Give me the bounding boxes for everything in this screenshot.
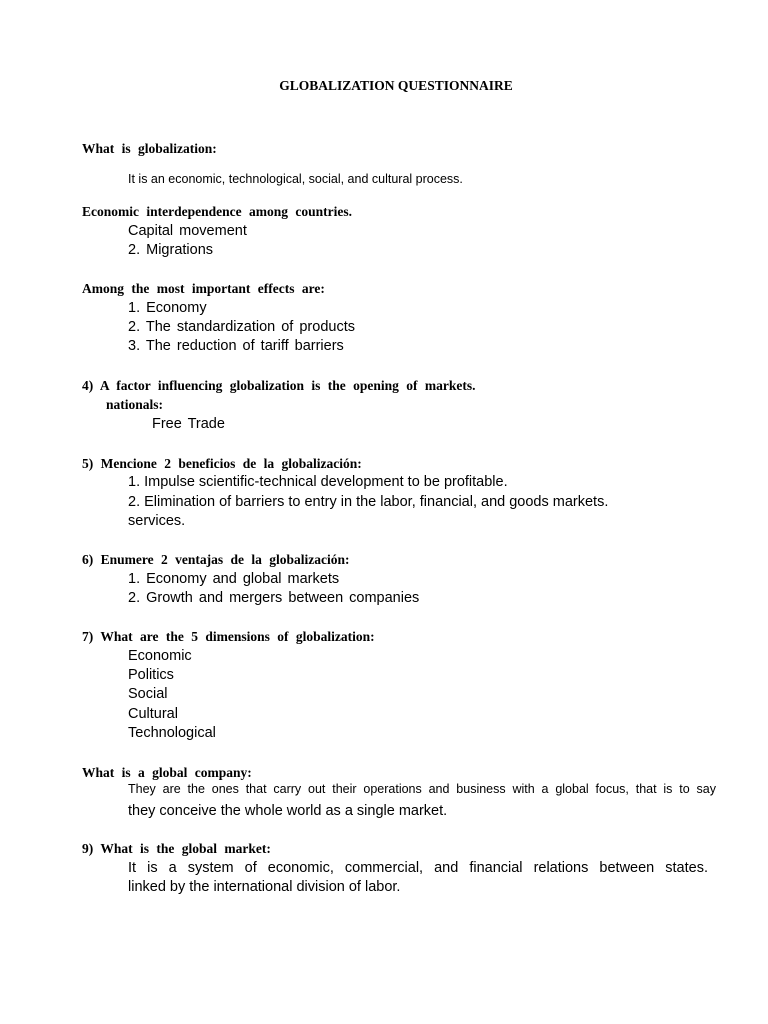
question-heading: Economic interdependence among countries. [82, 204, 352, 219]
question-heading: 5) Mencione 2 beneficios de la globalización: [82, 456, 362, 471]
question-heading: 4) A factor influencing globalization is the opening of markets. [82, 378, 476, 393]
list-item [152, 416, 225, 432]
question-heading: 6) Enumere 2 ventajas de la globalización: [82, 552, 350, 567]
answer-text: They are the ones that carry out their operations and business with a global focus, that is to say [128, 782, 716, 796]
list-item: Economic [128, 648, 192, 664]
answer-text: they conceive the whole world as a single market. [128, 803, 448, 819]
answer-text: linked by the international division of labor. [128, 879, 401, 895]
list-item: Capital movement [128, 223, 247, 239]
question-heading: Among the most important effects are: [82, 281, 325, 296]
list-item: 2. Elimination of barriers to entry in the labor, financial, and goods markets. [128, 494, 609, 510]
list-item: 3. The reduction of tariff barriers [128, 338, 344, 354]
answer-text: It is an economic, technological, social, and cultural process. [128, 172, 463, 186]
question-heading: 7) What are the 5 dimensions of globalization: [82, 629, 375, 644]
list-item: services. [128, 513, 186, 529]
list-item: Social [128, 686, 168, 702]
list-item: 1. Economy [128, 300, 207, 316]
list-item: Politics [128, 667, 174, 683]
list-item: Technological [128, 725, 216, 741]
answer-text: It is a system of economic, commercial, and financial relations between states. [128, 860, 708, 876]
question-heading: What is a global company: [82, 765, 252, 780]
list-item: 1. Economy and global markets [128, 571, 340, 587]
document-title: GLOBALIZATION QUESTIONNAIRE [279, 78, 513, 93]
question-heading: 9) What is the global market: [82, 841, 271, 856]
list-item: 2. Migrations [128, 242, 214, 258]
list-item: 2. Growth and mergers between companies [128, 590, 420, 606]
answer-text: Free Trade [152, 416, 225, 432]
list-item: 1. Impulse scientific-technical development to be profitable. [128, 474, 508, 490]
question-heading: What is globalization: [82, 141, 217, 156]
list-item: Cultural [128, 706, 178, 722]
question-heading-continuation: nationals: [106, 397, 164, 412]
list-item: 2. The standardization of products [128, 319, 355, 335]
